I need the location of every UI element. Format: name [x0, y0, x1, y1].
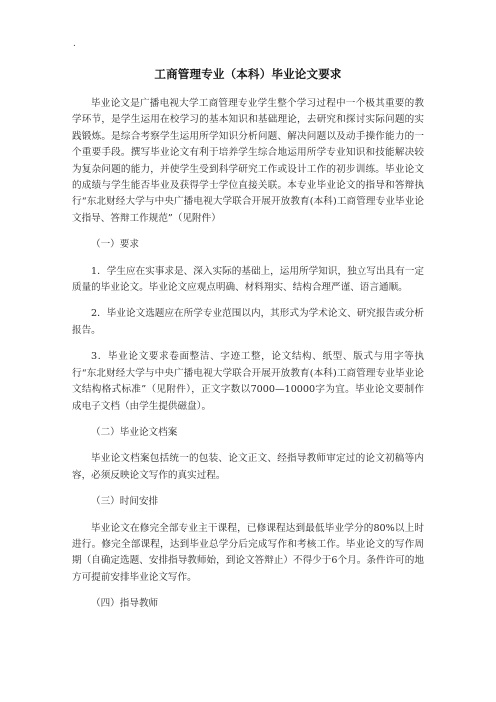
- section-heading-schedule: （三）时间安排: [91, 496, 159, 508]
- requirement-item-1: 1．学生应在实事求是、深入实际的基础上，运用所学知识，独立写出具有一定质量的毕业论文。毕业论文应观点明确、材料翔实、结构合理严谨、语言通顺。: [72, 265, 424, 294]
- requirement-item-2: 2．毕业论文选题应在所学专业范围以内，其形式为学术论文、研究报告或分析报告。: [72, 308, 424, 336]
- document-title: 工商管理专业（本科）毕业论文要求: [154, 67, 342, 81]
- schedule-paragraph: 毕业论文在修完全部专业主干课程，已修课程达到最低毕业学分的80%以上时进行。修完全部课程，达到毕业总学分后完成写作和考核工作。毕业论文的写作周期（自确定选题、安排指导教师始，到论文答辩止）不得少于6个月。条件许可的地方可提前安排毕业论文写作。: [72, 522, 424, 583]
- archive-paragraph: 毕业论文档案包括统一的包装、论文正文、经指导教师审定过的论文初稿等内容，必须反映论文写作的真实过程。: [72, 453, 424, 481]
- section-heading-requirements: （一）要求: [91, 239, 139, 251]
- header-dot: .: [73, 39, 76, 49]
- document-body: [72, 96, 424, 623]
- intro-paragraph: 毕业论文是广播电视大学工商管理专业学生整个学习过程中一个极其重要的教学环节，是学生运用在校学习的基本知识和基础理论，去研究和探讨实际问题的实践锻炼。是综合考察学生运用所学知识分析问题、解决问题以及动手操作能力的一个重要手段。撰写毕业论文有利于培养学生综合地运用所学专业知识和技能解决较为复杂问题的能力，并使学生受到科学研究工作或设计工作的初步训练。毕业论文的成绩与学生能否毕业及获得学士学位直接关联。本专业毕业论文的指导和答辩执行“东北财经大学与中央广播电视大学联合开展开放教育(本科)工商管理专业毕业论文指导、答辩工作规范”（见附件）: [72, 98, 424, 224]
- section-heading-archive: （二）毕业论文档案: [91, 426, 178, 438]
- section-heading-advisor: （四）指导教师: [91, 598, 159, 610]
- requirement-item-3: 3．毕业论文要求卷面整洁、字迹工整，论文结构、纸型、版式与用字等执行“东北财经大学与中央广播电视大学联合开展开放教育(本科)工商管理专业毕业论文结构格式标准”（见附件），正文字数以7000—10000字为宜。毕业论文要制作成电子文档（由学生提供磁盘）。: [72, 351, 424, 412]
